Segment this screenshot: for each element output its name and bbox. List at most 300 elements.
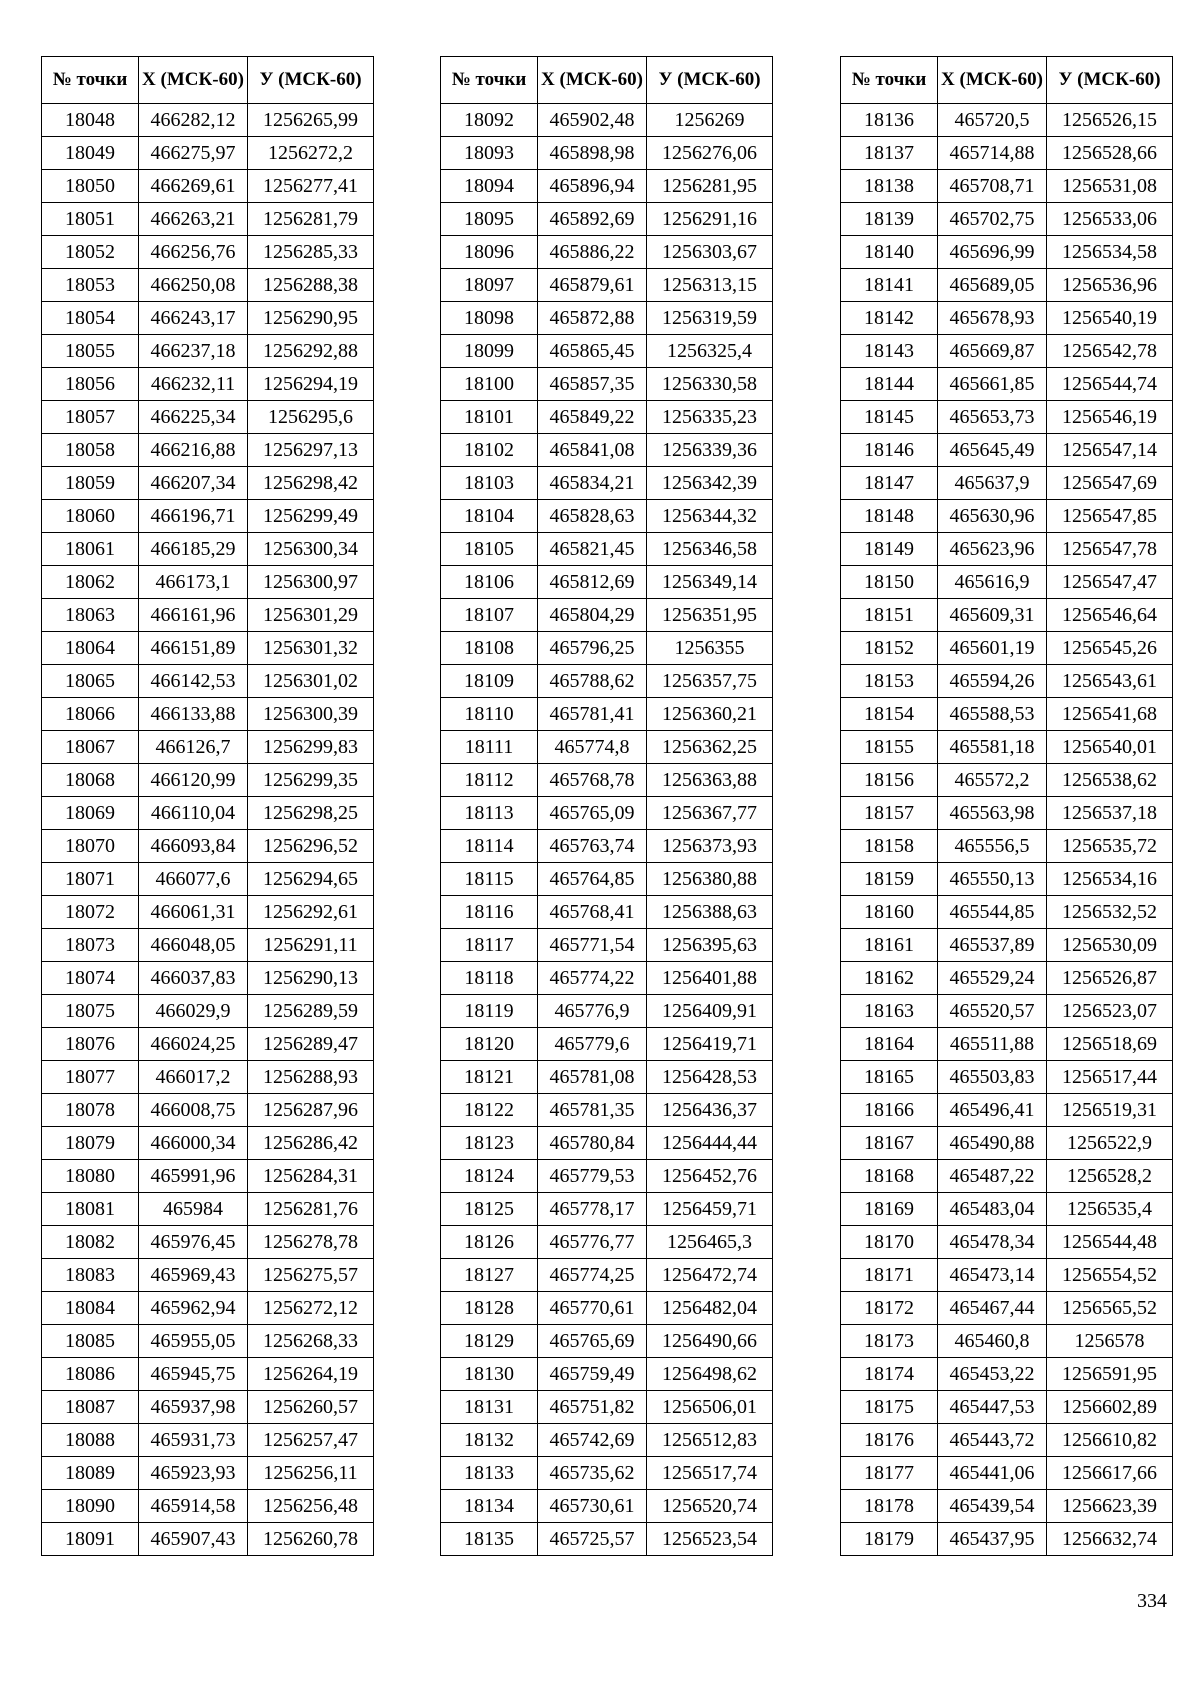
x-coordinate-cell: 466207,34 [139,467,248,500]
y-coordinate-cell: 1256519,31 [1047,1094,1173,1127]
y-coordinate-cell: 1256506,01 [647,1391,773,1424]
point-number-cell: 18116 [441,896,538,929]
y-coordinate-cell: 1256294,65 [248,863,374,896]
point-number-cell: 18056 [42,368,139,401]
y-coordinate-cell: 1256288,38 [248,269,374,302]
x-coordinate-cell: 465841,08 [538,434,647,467]
table-row [441,929,773,962]
x-coordinate-cell: 465991,96 [139,1160,248,1193]
point-number-cell: 18080 [42,1160,139,1193]
y-coordinate-cell: 1256325,4 [647,335,773,368]
y-coordinate-cell: 1256528,66 [1047,137,1173,170]
table-row [841,500,1173,533]
point-number-cell: 18163 [841,995,938,1028]
point-number-cell: 18052 [42,236,139,269]
table-row [42,170,374,203]
y-coordinate-cell: 1256482,04 [647,1292,773,1325]
y-coordinate-cell: 1256342,39 [647,467,773,500]
point-number-cell: 18164 [841,1028,938,1061]
point-number-cell: 18106 [441,566,538,599]
y-coordinate-cell: 1256512,83 [647,1424,773,1457]
table-row [441,1061,773,1094]
table-row [441,203,773,236]
point-number-cell: 18079 [42,1127,139,1160]
point-number-cell: 18143 [841,335,938,368]
x-coordinate-cell: 465776,77 [538,1226,647,1259]
y-coordinate-cell: 1256285,33 [248,236,374,269]
y-coordinate-cell: 1256401,88 [647,962,773,995]
x-coordinate-cell: 465976,45 [139,1226,248,1259]
x-coordinate-cell: 465765,69 [538,1325,647,1358]
x-coordinate-cell: 465689,05 [938,269,1047,302]
point-number-cell: 18068 [42,764,139,797]
x-coordinate-cell: 465487,22 [938,1160,1047,1193]
x-coordinate-cell: 465937,98 [139,1391,248,1424]
table-row [42,1325,374,1358]
y-coordinate-cell: 1256528,2 [1047,1160,1173,1193]
table-row [441,1325,773,1358]
y-coordinate-cell: 1256335,23 [647,401,773,434]
point-number-cell: 18066 [42,698,139,731]
table-row [42,1424,374,1457]
x-coordinate-cell: 466256,76 [139,236,248,269]
point-number-cell: 18075 [42,995,139,1028]
point-number-cell: 18108 [441,632,538,665]
table-row [42,1061,374,1094]
table-row [441,1160,773,1193]
point-number-cell: 18136 [841,104,938,137]
table-row [841,896,1173,929]
x-coordinate-cell: 466061,31 [139,896,248,929]
y-coordinate-cell: 1256360,21 [647,698,773,731]
coordinates-table-1 [41,56,374,1556]
point-number-cell: 18134 [441,1490,538,1523]
point-number-cell: 18063 [42,599,139,632]
x-coordinate-cell: 465780,84 [538,1127,647,1160]
table-row [42,632,374,665]
table-row [441,467,773,500]
point-number-cell: 18128 [441,1292,538,1325]
point-number-cell: 18140 [841,236,938,269]
point-number-cell: 18092 [441,104,538,137]
x-coordinate-cell: 465768,78 [538,764,647,797]
y-coordinate-cell: 1256344,32 [647,500,773,533]
table-row [441,830,773,863]
point-number-cell: 18146 [841,434,938,467]
y-coordinate-cell: 1256298,42 [248,467,374,500]
y-coordinate-cell: 1256541,68 [1047,698,1173,731]
y-coordinate-cell: 1256289,47 [248,1028,374,1061]
table-row [42,1391,374,1424]
x-coordinate-cell: 465828,63 [538,500,647,533]
y-coordinate-cell: 1256538,62 [1047,764,1173,797]
table-row [42,467,374,500]
y-coordinate-cell: 1256490,66 [647,1325,773,1358]
table-row [841,1325,1173,1358]
x-coordinate-cell: 465702,75 [938,203,1047,236]
point-number-cell: 18179 [841,1523,938,1556]
y-coordinate-cell: 1256547,47 [1047,566,1173,599]
table-row [841,1490,1173,1523]
y-coordinate-cell: 1256292,61 [248,896,374,929]
x-coordinate-cell: 466269,61 [139,170,248,203]
table-row [841,467,1173,500]
x-coordinate-cell: 465796,25 [538,632,647,665]
x-coordinate-cell: 465902,48 [538,104,647,137]
table-row [42,665,374,698]
y-coordinate-cell: 1256357,75 [647,665,773,698]
point-number-cell: 18067 [42,731,139,764]
point-number-cell: 18053 [42,269,139,302]
point-number-cell: 18076 [42,1028,139,1061]
x-coordinate-cell: 466093,84 [139,830,248,863]
x-coordinate-cell: 465601,19 [938,632,1047,665]
table-row [42,335,374,368]
x-coordinate-cell: 465931,73 [139,1424,248,1457]
point-number-cell: 18120 [441,1028,538,1061]
y-coordinate-cell: 1256540,19 [1047,302,1173,335]
table-row [42,1094,374,1127]
point-number-cell: 18057 [42,401,139,434]
y-coordinate-cell: 1256517,44 [1047,1061,1173,1094]
table-row [841,269,1173,302]
table-row [441,1424,773,1457]
x-coordinate-cell: 466110,04 [139,797,248,830]
y-coordinate-cell: 1256452,76 [647,1160,773,1193]
table-row [841,1226,1173,1259]
x-coordinate-cell: 465714,88 [938,137,1047,170]
y-coordinate-cell: 1256623,39 [1047,1490,1173,1523]
y-coordinate-cell: 1256367,77 [647,797,773,830]
table-row [841,863,1173,896]
x-coordinate-cell: 465537,89 [938,929,1047,962]
y-coordinate-cell: 1256547,69 [1047,467,1173,500]
table-row [841,698,1173,731]
table-row [441,632,773,665]
x-coordinate-cell: 465609,31 [938,599,1047,632]
x-coordinate-cell: 465563,98 [938,797,1047,830]
table-row [42,401,374,434]
y-coordinate-cell: 1256459,71 [647,1193,773,1226]
table-row [841,995,1173,1028]
point-number-cell: 18086 [42,1358,139,1391]
point-number-cell: 18078 [42,1094,139,1127]
x-coordinate-cell: 465720,5 [938,104,1047,137]
table-row [441,269,773,302]
point-number-cell: 18152 [841,632,938,665]
x-coordinate-cell: 465483,04 [938,1193,1047,1226]
point-number-cell: 18105 [441,533,538,566]
table-row [42,302,374,335]
table-row [441,170,773,203]
point-number-cell: 18124 [441,1160,538,1193]
table-row [42,830,374,863]
x-coordinate-cell: 465581,18 [938,731,1047,764]
x-coordinate-cell: 465804,29 [538,599,647,632]
point-number-cell: 18161 [841,929,938,962]
table-row [441,797,773,830]
table-row [441,665,773,698]
x-coordinate-cell: 466225,34 [139,401,248,434]
point-number-cell: 18122 [441,1094,538,1127]
y-coordinate-cell: 1256268,33 [248,1325,374,1358]
point-number-cell: 18131 [441,1391,538,1424]
x-coordinate-cell: 465725,57 [538,1523,647,1556]
point-number-cell: 18100 [441,368,538,401]
y-coordinate-cell: 1256578 [1047,1325,1173,1358]
x-coordinate-cell: 466024,25 [139,1028,248,1061]
x-coordinate-cell: 465984 [139,1193,248,1226]
point-number-cell: 18160 [841,896,938,929]
table-row [841,1424,1173,1457]
table-row [441,335,773,368]
y-coordinate-cell: 1256536,96 [1047,269,1173,302]
x-coordinate-cell: 465511,88 [938,1028,1047,1061]
y-coordinate-cell: 1256299,83 [248,731,374,764]
table-row [42,1292,374,1325]
y-coordinate-cell: 1256297,13 [248,434,374,467]
point-number-cell: 18082 [42,1226,139,1259]
table-row [42,137,374,170]
point-number-cell: 18142 [841,302,938,335]
y-coordinate-cell: 1256330,58 [647,368,773,401]
table-row [42,1226,374,1259]
y-coordinate-cell: 1256281,79 [248,203,374,236]
y-coordinate-cell: 1256289,59 [248,995,374,1028]
point-number-cell: 18113 [441,797,538,830]
table-row [42,731,374,764]
point-number-cell: 18151 [841,599,938,632]
x-coordinate-cell: 466237,18 [139,335,248,368]
table-row [441,1226,773,1259]
y-coordinate-cell: 1256534,58 [1047,236,1173,269]
point-number-cell: 18177 [841,1457,938,1490]
x-coordinate-cell: 465556,5 [938,830,1047,863]
table-row [841,203,1173,236]
point-number-cell: 18101 [441,401,538,434]
y-coordinate-cell: 1256299,49 [248,500,374,533]
y-coordinate-cell: 1256363,88 [647,764,773,797]
y-coordinate-cell: 1256276,06 [647,137,773,170]
x-coordinate-cell: 465764,85 [538,863,647,896]
point-number-cell: 18153 [841,665,938,698]
point-number-cell: 18050 [42,170,139,203]
table-row [42,1127,374,1160]
point-number-cell: 18117 [441,929,538,962]
point-number-cell: 18070 [42,830,139,863]
header-point-number: № точки [441,57,538,104]
point-number-cell: 18159 [841,863,938,896]
point-number-cell: 18110 [441,698,538,731]
point-number-cell: 18148 [841,500,938,533]
table-row [841,764,1173,797]
point-number-cell: 18175 [841,1391,938,1424]
y-coordinate-cell: 1256436,37 [647,1094,773,1127]
table-row [841,1160,1173,1193]
x-coordinate-cell: 465473,14 [938,1259,1047,1292]
y-coordinate-cell: 1256260,78 [248,1523,374,1556]
table-row [441,368,773,401]
x-coordinate-cell: 465962,94 [139,1292,248,1325]
x-coordinate-cell: 465759,49 [538,1358,647,1391]
point-number-cell: 18149 [841,533,938,566]
header-point-number: № точки [841,57,938,104]
page-number: 334 [1137,1590,1167,1612]
y-coordinate-cell: 1256299,35 [248,764,374,797]
x-coordinate-cell: 465661,85 [938,368,1047,401]
header-x-coordinate: Х (МСК-60) [139,57,248,104]
table-row [42,1490,374,1523]
y-coordinate-cell: 1256301,02 [248,665,374,698]
point-number-cell: 18087 [42,1391,139,1424]
table-row [841,1523,1173,1556]
table-row [441,1490,773,1523]
y-coordinate-cell: 1256349,14 [647,566,773,599]
table-row [42,995,374,1028]
x-coordinate-cell: 465774,8 [538,731,647,764]
x-coordinate-cell: 465778,17 [538,1193,647,1226]
x-coordinate-cell: 465779,6 [538,1028,647,1061]
y-coordinate-cell: 1256535,4 [1047,1193,1173,1226]
table-row [841,1094,1173,1127]
table-row [841,731,1173,764]
point-number-cell: 18130 [441,1358,538,1391]
table-row [441,995,773,1028]
x-coordinate-cell: 465735,62 [538,1457,647,1490]
table-row [42,797,374,830]
y-coordinate-cell: 1256351,95 [647,599,773,632]
y-coordinate-cell: 1256292,88 [248,335,374,368]
table-row [441,236,773,269]
x-coordinate-cell: 466232,11 [139,368,248,401]
table-row [42,269,374,302]
point-number-cell: 18147 [841,467,938,500]
point-number-cell: 18166 [841,1094,938,1127]
y-coordinate-cell: 1256543,61 [1047,665,1173,698]
y-coordinate-cell: 1256296,52 [248,830,374,863]
point-number-cell: 18073 [42,929,139,962]
x-coordinate-cell: 465781,35 [538,1094,647,1127]
point-number-cell: 18061 [42,533,139,566]
table-row [42,764,374,797]
x-coordinate-cell: 465751,82 [538,1391,647,1424]
point-number-cell: 18154 [841,698,938,731]
y-coordinate-cell: 1256313,15 [647,269,773,302]
table-row [441,104,773,137]
point-number-cell: 18060 [42,500,139,533]
x-coordinate-cell: 466263,21 [139,203,248,236]
y-coordinate-cell: 1256522,9 [1047,1127,1173,1160]
point-number-cell: 18123 [441,1127,538,1160]
y-coordinate-cell: 1256547,78 [1047,533,1173,566]
point-number-cell: 18094 [441,170,538,203]
x-coordinate-cell: 466161,96 [139,599,248,632]
table-row [841,236,1173,269]
table-row [441,566,773,599]
y-coordinate-cell: 1256544,48 [1047,1226,1173,1259]
table-row [441,1292,773,1325]
point-number-cell: 18111 [441,731,538,764]
y-coordinate-cell: 1256547,85 [1047,500,1173,533]
point-number-cell: 18097 [441,269,538,302]
table-row [441,731,773,764]
table-row [841,1193,1173,1226]
table-row [441,401,773,434]
table-row [841,1259,1173,1292]
point-number-cell: 18129 [441,1325,538,1358]
table-row [42,203,374,236]
point-number-cell: 18115 [441,863,538,896]
x-coordinate-cell: 465781,41 [538,698,647,731]
x-coordinate-cell: 466216,88 [139,434,248,467]
y-coordinate-cell: 1256298,25 [248,797,374,830]
table-row [841,1391,1173,1424]
point-number-cell: 18112 [441,764,538,797]
header-y-coordinate: У (МСК-60) [1047,57,1173,104]
point-number-cell: 18170 [841,1226,938,1259]
x-coordinate-cell: 466029,9 [139,995,248,1028]
y-coordinate-cell: 1256288,93 [248,1061,374,1094]
y-coordinate-cell: 1256395,63 [647,929,773,962]
point-number-cell: 18048 [42,104,139,137]
x-coordinate-cell: 465774,25 [538,1259,647,1292]
x-coordinate-cell: 466151,89 [139,632,248,665]
table-row [441,1523,773,1556]
table-row [841,1127,1173,1160]
table-row [841,566,1173,599]
x-coordinate-cell: 465708,71 [938,170,1047,203]
x-coordinate-cell: 465520,57 [938,995,1047,1028]
point-number-cell: 18099 [441,335,538,368]
x-coordinate-cell: 465914,58 [139,1490,248,1523]
y-coordinate-cell: 1256409,91 [647,995,773,1028]
x-coordinate-cell: 465460,8 [938,1325,1047,1358]
x-coordinate-cell: 465453,22 [938,1358,1047,1391]
point-number-cell: 18137 [841,137,938,170]
x-coordinate-cell: 465781,08 [538,1061,647,1094]
table-row [841,1292,1173,1325]
table-row [841,962,1173,995]
x-coordinate-cell: 465478,34 [938,1226,1047,1259]
y-coordinate-cell: 1256380,88 [647,863,773,896]
y-coordinate-cell: 1256362,25 [647,731,773,764]
table-row [42,434,374,467]
x-coordinate-cell: 465812,69 [538,566,647,599]
x-coordinate-cell: 466077,6 [139,863,248,896]
y-coordinate-cell: 1256290,95 [248,302,374,335]
x-coordinate-cell: 465774,22 [538,962,647,995]
y-coordinate-cell: 1256355 [647,632,773,665]
table-row [42,1358,374,1391]
y-coordinate-cell: 1256346,58 [647,533,773,566]
table-row [841,1457,1173,1490]
point-number-cell: 18081 [42,1193,139,1226]
x-coordinate-cell: 466275,97 [139,137,248,170]
table-row [42,1193,374,1226]
table-row [841,830,1173,863]
point-number-cell: 18055 [42,335,139,368]
y-coordinate-cell: 1256294,19 [248,368,374,401]
x-coordinate-cell: 465955,05 [139,1325,248,1358]
table-row [42,104,374,137]
y-coordinate-cell: 1256287,96 [248,1094,374,1127]
x-coordinate-cell: 465923,93 [139,1457,248,1490]
table-row [441,1127,773,1160]
table-row [42,1259,374,1292]
header-point-number: № точки [42,57,139,104]
table-row [42,863,374,896]
point-number-cell: 18172 [841,1292,938,1325]
